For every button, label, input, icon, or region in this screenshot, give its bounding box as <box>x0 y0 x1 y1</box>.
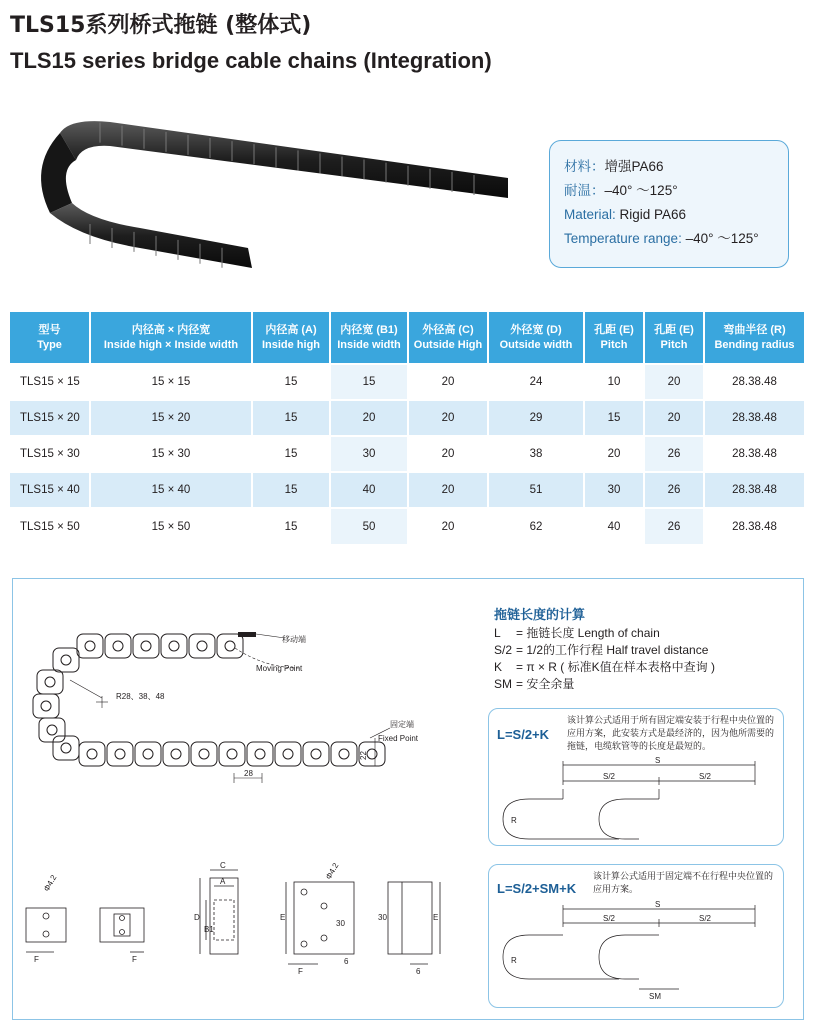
table-cell: 20 <box>330 400 408 436</box>
header-en: Pitch <box>600 338 628 351</box>
chain-link-pin <box>85 641 95 651</box>
chain-link <box>135 742 161 766</box>
table-cell: 51 <box>488 472 584 508</box>
chain-link-pin <box>199 749 209 759</box>
header-cn: 孔距 (E) <box>654 323 694 336</box>
table-cell: 15 <box>252 472 330 508</box>
header-cn: 型号 <box>38 323 61 336</box>
legend-key: SM <box>494 677 512 691</box>
chain-link-pin <box>225 641 235 651</box>
chain-link-pin <box>169 641 179 651</box>
chain-link <box>53 736 79 760</box>
table-header-cell <box>584 312 644 364</box>
formula-2-desc: 该计算公式适用于固定端不在行程中央位置的应用方案。 <box>593 872 774 895</box>
chain-link-pin <box>47 725 57 735</box>
chain-link <box>331 742 357 766</box>
table-cell: TLS15 × 30 <box>10 436 90 472</box>
temperature-cn: 耐温：–40° ～125° <box>564 183 678 198</box>
table-cell: 28.38.48 <box>704 508 804 544</box>
table-cell: 30 <box>330 436 408 472</box>
chain-link <box>107 742 133 766</box>
chain-link <box>189 634 215 658</box>
moving-point-cn: 移动端 <box>282 635 306 644</box>
header-en: Pitch <box>660 338 688 351</box>
chain-link <box>163 742 189 766</box>
table-cell: 15 <box>330 364 408 400</box>
header-cn: 外径高 (C) <box>422 323 474 336</box>
chain-link-pin <box>367 749 377 759</box>
table-cell: 20 <box>644 364 704 400</box>
table-cell: 50 <box>330 508 408 544</box>
legend-value: = 拖链长度 Length of chain <box>516 626 660 640</box>
table-cell: 15 × 15 <box>90 364 252 400</box>
table-cell: 28.38.48 <box>704 472 804 508</box>
chain-link-pin <box>115 749 125 759</box>
table-cell: 62 <box>488 508 584 544</box>
cable-chain-photo <box>20 108 520 288</box>
chain-link <box>77 634 103 658</box>
chain-link-pin <box>141 641 151 651</box>
chain-link <box>303 742 329 766</box>
table-cell: 15 <box>252 364 330 400</box>
header-en: Outside width <box>499 338 573 351</box>
chain-link <box>37 670 63 694</box>
table-cell: 28.38.48 <box>704 436 804 472</box>
table-row <box>10 400 804 436</box>
chain-link-pin <box>227 749 237 759</box>
s2-label-1b: S/2 <box>699 772 712 781</box>
table-cell: 29 <box>488 400 584 436</box>
chain-link-pin <box>45 677 55 687</box>
chain-link <box>217 634 243 658</box>
s-label-1: S <box>655 756 661 765</box>
table-header-cell <box>704 312 804 364</box>
s2-label-2a: S/2 <box>603 914 616 923</box>
table-cell: 20 <box>644 400 704 436</box>
table-cell: 10 <box>584 364 644 400</box>
chain-link <box>161 634 187 658</box>
chain-link <box>79 742 105 766</box>
page-title-cn: TLS15系列桥式拖链 (整体式) <box>10 13 312 38</box>
chain-link-pin <box>41 701 51 711</box>
table-cell: TLS15 × 20 <box>10 400 90 436</box>
table-cell: 15 <box>252 508 330 544</box>
legend-value: = 安全余量 <box>516 677 575 691</box>
table-row <box>10 364 804 400</box>
header-en: Inside high × Inside width <box>103 338 239 351</box>
table-cell: 30 <box>584 472 644 508</box>
dim-30-2: 30 <box>378 913 387 922</box>
c-label: C <box>220 861 226 870</box>
chain-link-pin <box>339 749 349 759</box>
table-cell: 15 <box>584 400 644 436</box>
table-header-cell <box>90 312 252 364</box>
b1-label: B1 <box>204 925 214 934</box>
component-drawings <box>18 860 448 980</box>
header-en: Outside High <box>413 338 483 351</box>
table-cell: 15 <box>252 400 330 436</box>
table-header-cell <box>330 312 408 364</box>
temperature-en: Temperature range: –40° ～125° <box>564 231 759 246</box>
six-label-2: 6 <box>416 967 421 976</box>
formula-2: L=S/2+SM+K <box>497 881 577 896</box>
table-header-cell <box>644 312 704 364</box>
material-cn: 材料：增强PA66 <box>564 159 664 174</box>
header-cn: 内径高 (A) <box>265 323 317 336</box>
chain-link-pin <box>283 749 293 759</box>
header-en: Bending radius <box>714 338 795 351</box>
r-label-1: R <box>511 816 517 825</box>
formula-1-drawing <box>499 756 775 843</box>
table-cell: 26 <box>644 436 704 472</box>
table-cell: 20 <box>408 436 488 472</box>
fixed-point-cn: 固定端 <box>390 720 414 729</box>
legend-line <box>494 675 574 692</box>
legend-line <box>494 658 715 675</box>
table-body <box>10 364 804 544</box>
material-en: Material: Rigid PA66 <box>564 207 687 222</box>
formula-2-drawing <box>499 900 775 1005</box>
table-row <box>10 472 804 508</box>
legend-key: K <box>494 660 503 674</box>
spec-table <box>10 312 804 544</box>
table-cell: 40 <box>584 508 644 544</box>
table-row <box>10 508 804 544</box>
chain-link <box>33 694 59 718</box>
chain-link-pin <box>143 749 153 759</box>
material-spec-box <box>549 140 789 268</box>
chain-dimension-drawing <box>30 608 470 808</box>
s2-label-1a: S/2 <box>603 772 616 781</box>
legend-key: L <box>494 626 501 640</box>
table-cell: 28.38.48 <box>704 364 804 400</box>
chain-link <box>247 742 273 766</box>
chain-link-pin <box>61 655 71 665</box>
f-label-1: F <box>34 955 39 964</box>
table-header-cell <box>488 312 584 364</box>
chain-link-pin <box>255 749 265 759</box>
table-header-row <box>10 312 804 364</box>
phi-label-1: Φ4.2 <box>41 873 59 893</box>
header-cn: 内径宽 (B1) <box>340 323 398 336</box>
sm-label: SM <box>649 992 661 1001</box>
table-header-cell <box>10 312 90 364</box>
dim-30-1: 30 <box>336 919 345 928</box>
legend-key: S/2 <box>494 643 513 657</box>
chain-link <box>105 634 131 658</box>
chain-link-pin <box>171 749 181 759</box>
a-label: A <box>220 877 226 886</box>
chain-link-pin <box>197 641 207 651</box>
table-cell: 28.38.48 <box>704 400 804 436</box>
table-cell: TLS15 × 15 <box>10 364 90 400</box>
chain-link-pin <box>113 641 123 651</box>
formula-box-2 <box>488 864 784 1008</box>
table-cell: 20 <box>408 400 488 436</box>
legend-line <box>494 641 708 658</box>
formula-1: L=S/2+K <box>497 727 550 742</box>
table-cell: 15 × 50 <box>90 508 252 544</box>
formula-box-1 <box>488 708 784 846</box>
table-cell: 15 <box>252 436 330 472</box>
formula-1-desc: 该计算公式适用于所有固定端安装于行程中央位置的应用方案，此安装方式是最经济的，因为他所需要的拖链，电缆软管等的长度是最短的。 <box>567 716 775 752</box>
chain-link-pin <box>61 743 71 753</box>
header-en: Inside high <box>261 338 321 351</box>
chain-link <box>39 718 65 742</box>
table-cell: TLS15 × 40 <box>10 472 90 508</box>
e-label-2: E <box>433 913 439 922</box>
table-cell: 15 × 30 <box>90 436 252 472</box>
six-label-1: 6 <box>344 957 349 966</box>
chain-link <box>275 742 301 766</box>
height-dim: 22 <box>359 751 368 760</box>
fixed-point-en: Fixed Point <box>378 734 419 743</box>
phi-label-2: Φ4.2 <box>323 861 341 881</box>
header-en: Type <box>37 338 62 351</box>
chain-link <box>133 634 159 658</box>
table-cell: 40 <box>330 472 408 508</box>
s-label-2: S <box>655 900 661 909</box>
moving-bracket <box>238 632 256 637</box>
legend-value: = 1/2的工作行程 Half travel distance <box>516 643 709 657</box>
pitch-dim: 28 <box>244 769 253 778</box>
chain-link <box>191 742 217 766</box>
table-header-cell <box>252 312 330 364</box>
legend-line <box>494 624 660 641</box>
header-cn: 内径高 × 内径宽 <box>131 323 211 336</box>
header-en: Inside width <box>337 338 401 351</box>
table-cell: 15 × 20 <box>90 400 252 436</box>
r-label-2: R <box>511 956 517 965</box>
chain-link-pin <box>87 749 97 759</box>
page-title-en: TLS15 series bridge cable chains (Integration) <box>10 48 492 73</box>
chain-link-pin <box>311 749 321 759</box>
moving-point-en: Moving Point <box>256 664 303 673</box>
header-cn: 外径宽 (D) <box>510 323 562 336</box>
table-cell: 15 × 40 <box>90 472 252 508</box>
table-row <box>10 436 804 472</box>
table-cell: 20 <box>408 472 488 508</box>
header-cn: 孔距 (E) <box>594 323 634 336</box>
f-label-3: F <box>298 967 303 976</box>
header-cn: 弯曲半径 (R) <box>723 323 786 336</box>
table-header-cell <box>408 312 488 364</box>
table-cell: 38 <box>488 436 584 472</box>
chain-link <box>219 742 245 766</box>
e-label-1: E <box>280 913 286 922</box>
table-cell: 20 <box>584 436 644 472</box>
f-label-2: F <box>132 955 137 964</box>
legend-value: = π × R ( 标准K值在样本表格中查询 ) <box>516 660 715 674</box>
formula-title: 拖链长度的计算 <box>494 608 586 623</box>
table-cell: 20 <box>408 364 488 400</box>
s2-label-2b: S/2 <box>699 914 712 923</box>
table-cell: 20 <box>408 508 488 544</box>
table-cell: 26 <box>644 472 704 508</box>
table-cell: 24 <box>488 364 584 400</box>
chain-link <box>53 648 79 672</box>
radius-label: R28、38、48 <box>116 692 165 701</box>
table-cell: 26 <box>644 508 704 544</box>
d-label: D <box>194 913 200 922</box>
table-cell: TLS15 × 50 <box>10 508 90 544</box>
